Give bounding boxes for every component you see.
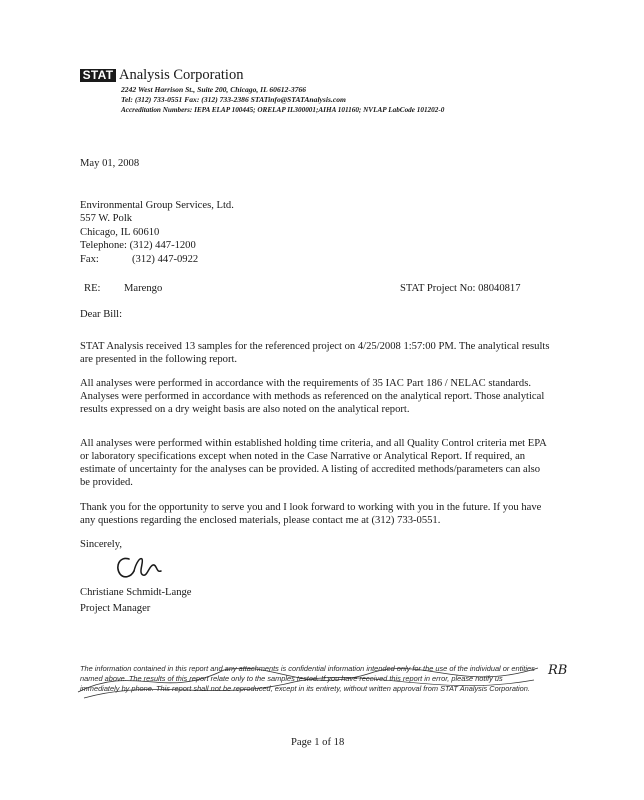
salutation: Dear Bill:: [80, 309, 123, 320]
paragraph-quality-control: All analyses were performed within established holding time criteria, and all Quality Control criteria met EPA or laboratory specifications except when noted in the Case Narrative or Analytical Report. If required, an estimate of uncertainty for the analyses can be provided. A listing of accredited methods/parameters can also be provided.: [80, 438, 547, 488]
confidentiality-notice: The information contained in this report and any attachments is confidential information intended only for the use of the individual or entities named above. The results of this report relate only to the samples tested. If you have received this report in error, please notify us immediately by phone. This report shall not be reproduced, except in its entirety, without written approval from STAT Analysis Corporation.: [80, 664, 535, 693]
project-number-line: [400, 282, 521, 295]
fax-number: (312) 447-0922: [132, 254, 199, 265]
company-contact: Tel: (312) 733-0551 Fax: (312) 733-2386 STATinfo@STATAnalysis.com: [121, 95, 346, 104]
recipient-street: 557 W. Polk: [80, 213, 133, 224]
project-label: STAT Project No:: [400, 283, 476, 294]
recipient-phone-row: [80, 239, 196, 252]
paragraph-thanks: Thank you for the opportunity to serve you and I look forward to working with you in the future. If you have any questions regarding the enclosed materials, please contact me at (312) 733-0551.: [80, 502, 542, 526]
re-label: RE:: [84, 283, 101, 294]
company-logo: STAT: [80, 69, 116, 82]
company-name: Analysis Corporation: [119, 67, 244, 83]
re-subject: Marengo: [124, 283, 163, 294]
letter-date: May 01, 2008: [80, 158, 140, 169]
project-number: 08040817: [478, 283, 521, 294]
fax-label: Fax:: [80, 254, 99, 265]
page-number: Page 1 of 18: [291, 737, 345, 748]
recipient-fax-row: [80, 253, 198, 266]
paragraph-receipt: STAT Analysis received 13 samples for the referenced project on 4/25/2008 1:57:00 PM. The analytical results are presented in the following report.: [80, 341, 550, 365]
phone-number: (312) 447-1200: [129, 240, 196, 251]
phone-label: Telephone:: [80, 240, 127, 251]
recipient-company: Environmental Group Services, Ltd.: [80, 200, 234, 211]
signature-image: [112, 553, 164, 583]
signer-title: Project Manager: [80, 603, 151, 614]
closing: Sincerely,: [80, 539, 122, 550]
disclaimer-strikethrough-scribble: [74, 662, 544, 702]
recipient-city: Chicago, IL 60610: [80, 227, 160, 238]
company-accreditation: Accreditation Numbers: IEPA ELAP 100445; ORELAP IL300001;AIHA 101160; NVLAP LabCode 101202-0: [121, 106, 445, 114]
reviewer-initials: RB: [548, 663, 568, 678]
paragraph-methods: All analyses were performed in accordance with the requirements of 35 IAC Part 186 / NELAC standards. Analyses were performed in accordance with methods as referenced on the analytical report. Those analytical results expressed on a dry weight basis are also noted on the analytical report.: [80, 378, 545, 415]
company-address: 2242 West Harrison St., Suite 200, Chicago, IL 60612-3766: [121, 85, 307, 94]
signer-name: Christiane Schmidt-Lange: [80, 587, 192, 598]
